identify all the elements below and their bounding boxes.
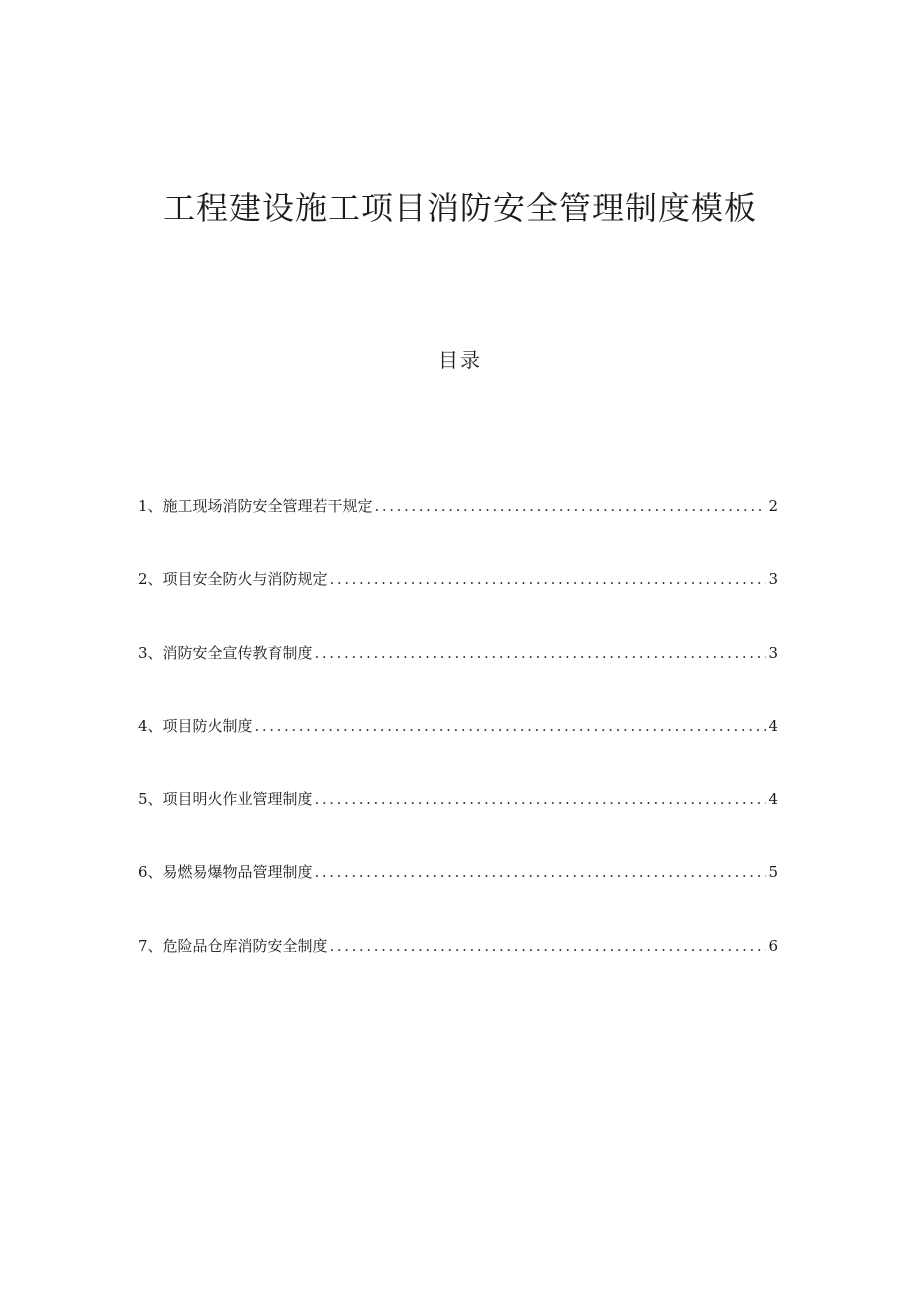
document-title: 工程建设施工项目消防安全管理制度模板: [162, 189, 757, 228]
toc-entry-label: 4、项目防火制度: [138, 716, 253, 735]
toc-dot-leader: [315, 639, 767, 667]
toc-page-number: 4: [768, 790, 778, 809]
toc-entry[interactable]: [138, 858, 778, 931]
toc-entry[interactable]: [138, 785, 778, 858]
toc-entry-label: 6、易燃易爆物品管理制度: [138, 863, 313, 882]
toc-dot-leader: [315, 858, 767, 886]
toc-entry[interactable]: [138, 932, 778, 1005]
toc-entry[interactable]: [138, 492, 778, 565]
toc-page-number: 5: [768, 863, 778, 882]
toc-dot-leader: [255, 712, 767, 740]
toc-entry[interactable]: [138, 639, 778, 712]
toc-page-number: 6: [768, 936, 778, 955]
toc-page-number: 3: [768, 643, 778, 662]
toc-entry-label: 1、施工现场消防安全管理若干规定: [138, 497, 373, 515]
toc-dot-leader: [330, 565, 767, 593]
toc-entry-label: 7、危险品仓库消防安全制度: [138, 936, 328, 955]
toc-entry-label: 2、项目安全防火与消防规定: [138, 570, 328, 589]
toc-dot-leader: [375, 492, 767, 520]
toc-heading: 目录: [438, 348, 482, 372]
toc-page-number: 4: [768, 716, 778, 735]
toc-entry[interactable]: [138, 565, 778, 638]
toc-entry[interactable]: [138, 712, 778, 785]
toc-page-number: 3: [768, 570, 778, 589]
table-of-contents: [138, 492, 778, 1005]
toc-page-number: 2: [768, 497, 778, 515]
toc-dot-leader: [315, 785, 767, 813]
toc-dot-leader: [330, 932, 767, 960]
toc-entry-label: 5、项目明火作业管理制度: [138, 790, 313, 809]
toc-entry-label: 3、消防安全宣传教育制度: [138, 643, 313, 662]
